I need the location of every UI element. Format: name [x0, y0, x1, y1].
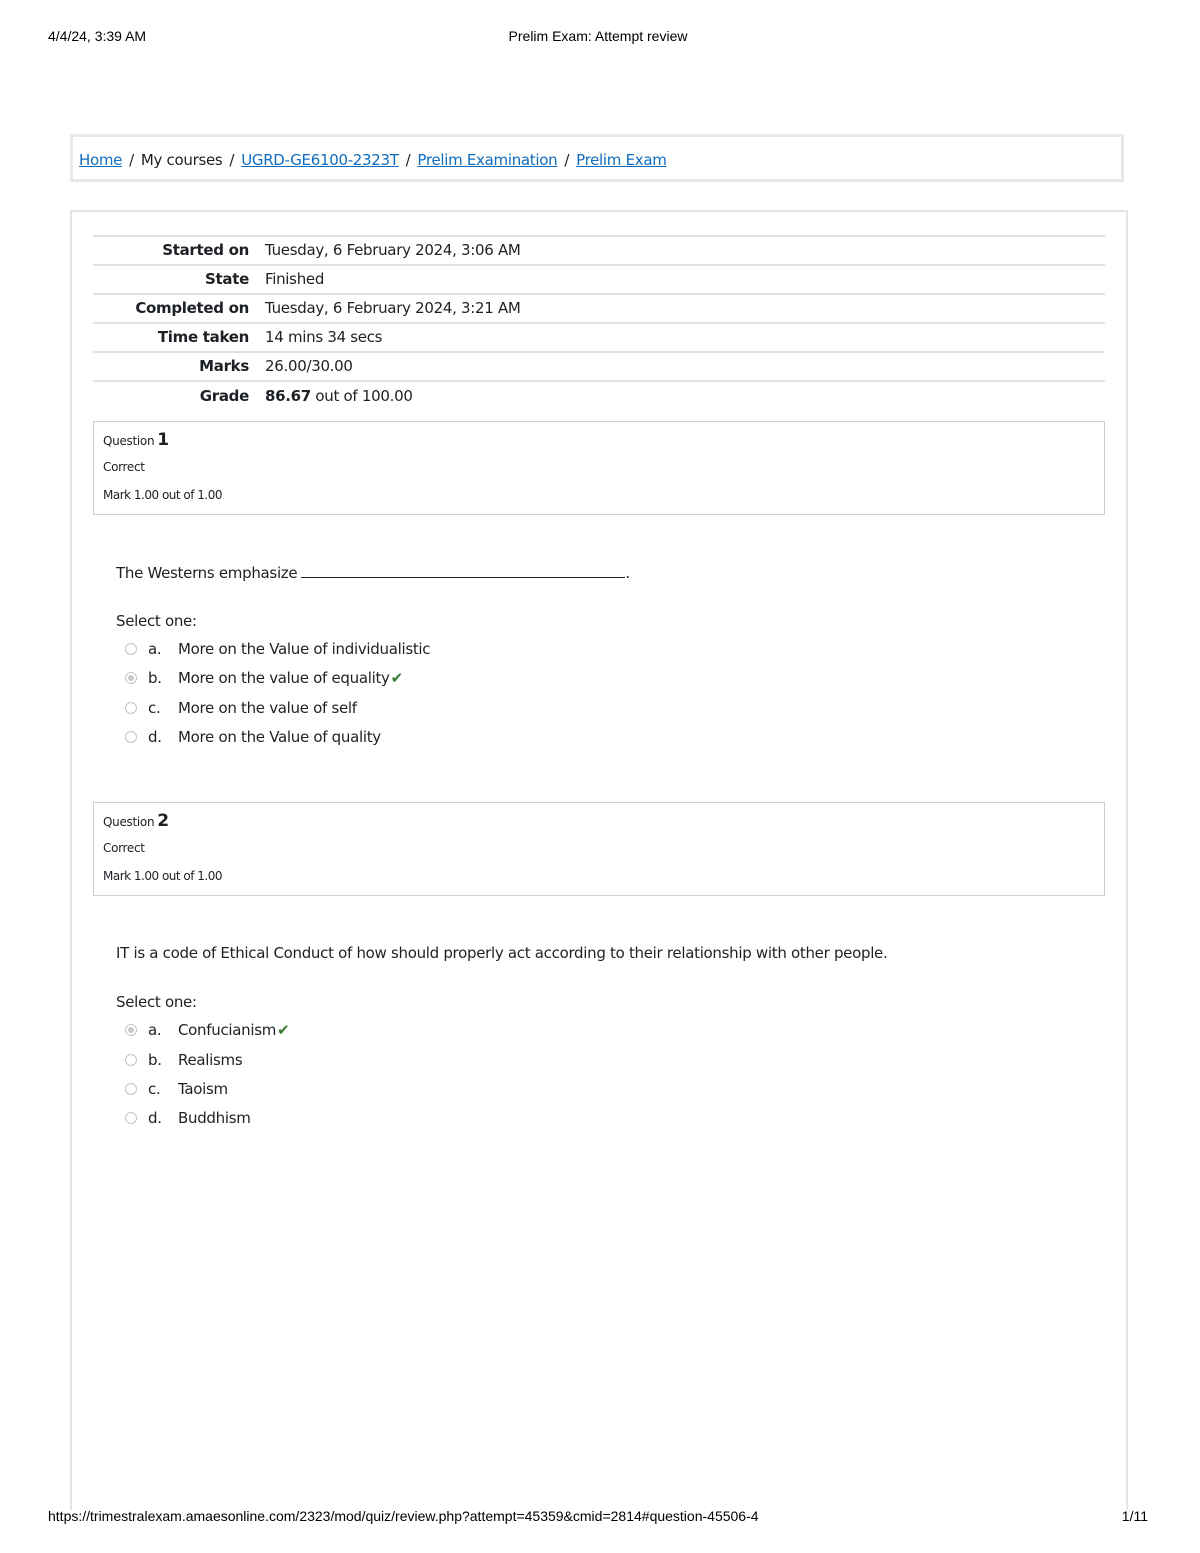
radio-button[interactable] — [125, 731, 137, 743]
option-text: Buddhism — [178, 1109, 251, 1127]
question-state: Correct — [103, 841, 145, 855]
select-one-prompt: Select one: — [116, 993, 197, 1011]
option-letter: c. — [148, 1080, 161, 1098]
grade-suffix: out of 100.00 — [315, 387, 413, 405]
fill-in-blank-line — [301, 563, 625, 578]
breadcrumb — [79, 151, 667, 169]
print-footer — [48, 1508, 1148, 1528]
option-letter: a. — [148, 1021, 162, 1039]
question-mark: Mark 1.00 out of 1.00 — [103, 488, 223, 502]
summary-label: Started on — [162, 241, 249, 259]
option-text: More on the Value of quality — [178, 728, 381, 746]
option-text: Confucianism — [178, 1021, 277, 1039]
summary-label: Grade — [199, 387, 249, 405]
print-url: https://trimestralexam.amaesonline.com/2323/mod/quiz/review.php?attempt=45359&cmid=2814#question-45506-4 — [48, 1508, 759, 1524]
option-text: Taoism — [178, 1080, 228, 1098]
summary-label: Time taken — [157, 328, 249, 346]
print-page-number: 1/11 — [1121, 1508, 1148, 1524]
summary-value: Tuesday, 6 February 2024, 3:21 AM — [265, 299, 521, 317]
radio-button[interactable] — [125, 702, 137, 714]
breadcrumb-section-link[interactable]: Prelim Examination — [417, 151, 558, 169]
attempt-summary-table — [93, 235, 1105, 412]
option-text: More on the Value of individualistic — [178, 640, 431, 658]
question-info-box — [93, 802, 1105, 896]
question-number-line — [103, 811, 169, 831]
summary-row-state — [93, 264, 1105, 293]
summary-row-started-on — [93, 235, 1105, 264]
summary-label: State — [205, 270, 249, 288]
print-page-title: Prelim Exam: Attempt review — [508, 28, 688, 44]
breadcrumb-quiz-link[interactable]: Prelim Exam — [576, 151, 667, 169]
question-state: Correct — [103, 460, 145, 474]
question-info-box — [93, 421, 1105, 515]
summary-label: Completed on — [135, 299, 249, 317]
radio-button[interactable] — [125, 643, 137, 655]
option-text-wrapper — [178, 669, 403, 687]
print-datetime: 4/4/24, 3:39 AM — [48, 28, 147, 44]
question-text — [116, 563, 630, 582]
breadcrumb-home-link[interactable]: Home — [79, 151, 123, 169]
option-text: Realisms — [178, 1051, 243, 1069]
question-label: Question — [103, 434, 155, 448]
summary-value: 26.00/30.00 — [265, 357, 353, 375]
option-letter: c. — [148, 699, 161, 717]
check-icon: ✔ — [390, 669, 403, 687]
option-text-wrapper — [178, 1021, 289, 1039]
summary-row-marks — [93, 351, 1105, 380]
question-number-line — [103, 430, 169, 450]
breadcrumb-separator: / — [405, 151, 411, 169]
breadcrumb-separator: / — [129, 151, 134, 169]
print-header — [48, 28, 1148, 48]
option-letter: d. — [148, 1109, 162, 1127]
question-mark: Mark 1.00 out of 1.00 — [103, 869, 223, 883]
summary-value: 14 mins 34 secs — [265, 328, 383, 346]
breadcrumb-my-courses: My courses — [140, 151, 223, 169]
summary-value: Tuesday, 6 February 2024, 3:06 AM — [265, 241, 521, 259]
option-letter: b. — [148, 669, 162, 687]
question-label: Question — [103, 815, 155, 829]
select-one-prompt: Select one: — [116, 612, 197, 630]
summary-label: Marks — [199, 357, 249, 375]
option-letter: d. — [148, 728, 162, 746]
breadcrumb-course-link[interactable]: UGRD-GE6100-2323T — [241, 151, 399, 169]
radio-button[interactable] — [125, 1054, 137, 1066]
breadcrumb-container — [70, 134, 1124, 182]
radio-button[interactable] — [125, 1112, 137, 1124]
radio-button[interactable] — [125, 1083, 137, 1095]
summary-row-completed-on — [93, 293, 1105, 322]
summary-row-time-taken — [93, 322, 1105, 351]
grade-score: 86.67 — [265, 387, 311, 405]
summary-value — [265, 387, 413, 405]
question-text-end: . — [625, 564, 630, 582]
breadcrumb-separator: / — [564, 151, 570, 169]
option-text: More on the value of equality — [178, 669, 390, 687]
summary-row-grade — [93, 380, 1105, 412]
breadcrumb-separator: / — [229, 151, 235, 169]
check-icon: ✔ — [277, 1021, 290, 1039]
option-letter: a. — [148, 640, 162, 658]
question-text: IT is a code of Ethical Conduct of how should properly act according to their relationship with other people. — [116, 944, 888, 962]
question-number: 1 — [157, 430, 169, 450]
summary-value: Finished — [265, 270, 325, 288]
option-text: More on the value of self — [178, 699, 357, 717]
radio-button-checked[interactable] — [125, 672, 137, 684]
radio-button-checked[interactable] — [125, 1024, 137, 1036]
question-number: 2 — [157, 811, 169, 831]
option-letter: b. — [148, 1051, 162, 1069]
question-text-body: The Westerns emphasize — [116, 564, 298, 582]
